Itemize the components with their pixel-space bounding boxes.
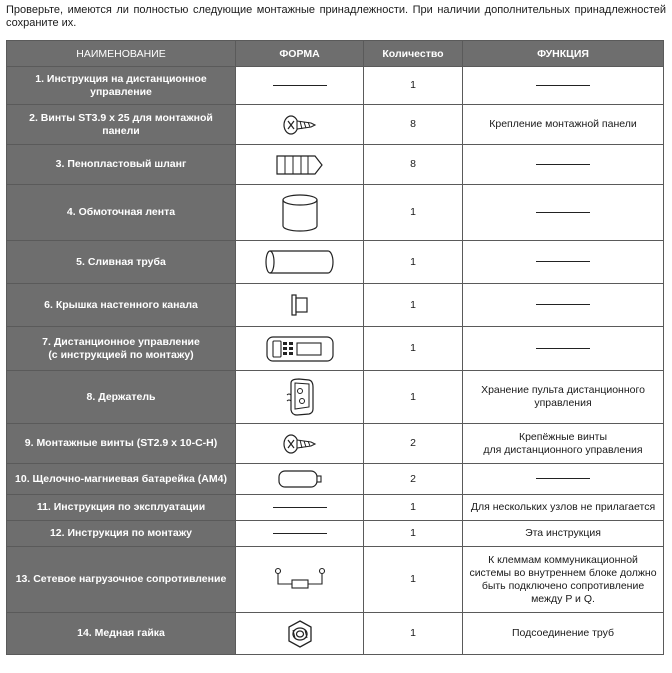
- table-row: [7, 185, 664, 241]
- row-func: Для нескольких узлов не прилагается: [463, 495, 664, 521]
- table-row: [7, 67, 664, 105]
- screw-icon: [283, 114, 317, 136]
- row-name: 11. Инструкция по эксплуатации: [7, 495, 236, 521]
- row-qty: 2: [364, 424, 463, 464]
- battery-icon: [275, 468, 325, 490]
- table-row: [7, 145, 664, 185]
- dash-placeholder: [536, 85, 590, 86]
- row-func: Крепление монтажной панели: [463, 105, 664, 145]
- copper-nut-icon: [285, 619, 315, 649]
- row-name: 3. Пенопластовый шланг: [7, 145, 236, 185]
- form-cell: [236, 185, 364, 241]
- row-qty: 1: [364, 371, 463, 424]
- row-name: 6. Крышка настенного канала: [7, 284, 236, 327]
- row-name: 8. Держатель: [7, 371, 236, 424]
- row-func: К клеммам коммуникационной системы во внутреннем блоке должно быть подключено сопротивление между P и Q.: [463, 547, 664, 613]
- form-cell: [236, 495, 364, 521]
- row-func: [463, 67, 664, 105]
- resistor-icon: [272, 567, 328, 593]
- row-name: 12. Инструкция по монтажу: [7, 521, 236, 547]
- dash-placeholder: [536, 478, 590, 479]
- form-cell: [236, 424, 364, 464]
- row-func: Хранение пульта дистанционного управления: [463, 371, 664, 424]
- remote-control-icon: [265, 335, 335, 363]
- row-func: Крепёжные винты для дистанционного управления: [463, 424, 664, 464]
- table-row: [7, 284, 664, 327]
- table-row: [7, 371, 664, 424]
- foam-hose-icon: [275, 154, 325, 176]
- form-cell: [236, 613, 364, 655]
- table-row: [7, 105, 664, 145]
- row-name: 2. Винты ST3.9 х 25 для монтажной панели: [7, 105, 236, 145]
- row-func: [463, 327, 664, 371]
- header-func: ФУНКЦИЯ: [463, 41, 664, 67]
- table-row: [7, 241, 664, 284]
- dash-placeholder: [536, 261, 590, 262]
- row-name: 10. Щелочно-магниевая батарейка (AM4): [7, 464, 236, 495]
- table-row: [7, 495, 664, 521]
- row-qty: 2: [364, 464, 463, 495]
- form-cell: [236, 67, 364, 105]
- row-func: Подсоединение труб: [463, 613, 664, 655]
- row-name: 7. Дистанционное управление (с инструкцией по монтажу): [7, 327, 236, 371]
- row-qty: 1: [364, 67, 463, 105]
- header-form: ФОРМА: [236, 41, 364, 67]
- table-row: [7, 521, 664, 547]
- drain-pipe-icon: [264, 249, 336, 275]
- accessories-table: [6, 40, 664, 655]
- row-qty: 1: [364, 327, 463, 371]
- form-cell: [236, 284, 364, 327]
- dash-placeholder: [536, 164, 590, 165]
- table-row: [7, 327, 664, 371]
- form-cell: [236, 145, 364, 185]
- row-name: 1. Инструкция на дистанционное управление: [7, 67, 236, 105]
- holder-icon: [285, 377, 315, 417]
- table-header-row: [7, 41, 664, 67]
- row-name: 4. Обмоточная лента: [7, 185, 236, 241]
- row-qty: 1: [364, 495, 463, 521]
- row-name: 13. Сетевое нагрузочное сопротивление: [7, 547, 236, 613]
- row-func: [463, 241, 664, 284]
- wall-cover-icon: [289, 293, 311, 317]
- row-qty: 1: [364, 241, 463, 284]
- dash-placeholder: [536, 304, 590, 305]
- row-name: 9. Монтажные винты (ST2.9 x 10-C-H): [7, 424, 236, 464]
- row-name: 5. Сливная труба: [7, 241, 236, 284]
- intro-text: Проверьте, имеются ли полностью следующие монтажные принадлежности. При наличии дополнительных принадлежностей сохраните их.: [6, 4, 666, 29]
- form-cell: [236, 521, 364, 547]
- dash-placeholder: [536, 348, 590, 349]
- row-func: [463, 464, 664, 495]
- row-func: [463, 145, 664, 185]
- table-row: [7, 547, 664, 613]
- row-qty: 1: [364, 521, 463, 547]
- row-qty: 1: [364, 284, 463, 327]
- row-name: 14. Медная гайка: [7, 613, 236, 655]
- form-cell: [236, 105, 364, 145]
- form-cell: [236, 241, 364, 284]
- line-icon: [273, 533, 327, 534]
- row-func: Эта инструкция: [463, 521, 664, 547]
- row-qty: 1: [364, 185, 463, 241]
- row-qty: 8: [364, 145, 463, 185]
- row-qty: 1: [364, 613, 463, 655]
- screw-icon: [283, 433, 317, 455]
- row-qty: 1: [364, 547, 463, 613]
- line-icon: [273, 507, 327, 508]
- line-icon: [273, 85, 327, 86]
- row-func: [463, 185, 664, 241]
- row-func: [463, 284, 664, 327]
- table-row: [7, 424, 664, 464]
- form-cell: [236, 464, 364, 495]
- row-qty: 8: [364, 105, 463, 145]
- form-cell: [236, 327, 364, 371]
- header-qty: Количество: [364, 41, 463, 67]
- dash-placeholder: [536, 212, 590, 213]
- table-row: [7, 613, 664, 655]
- header-name: НАИМЕНОВАНИЕ: [7, 41, 236, 67]
- form-cell: [236, 371, 364, 424]
- tape-roll-icon: [280, 193, 320, 233]
- form-cell: [236, 547, 364, 613]
- table-row: [7, 464, 664, 495]
